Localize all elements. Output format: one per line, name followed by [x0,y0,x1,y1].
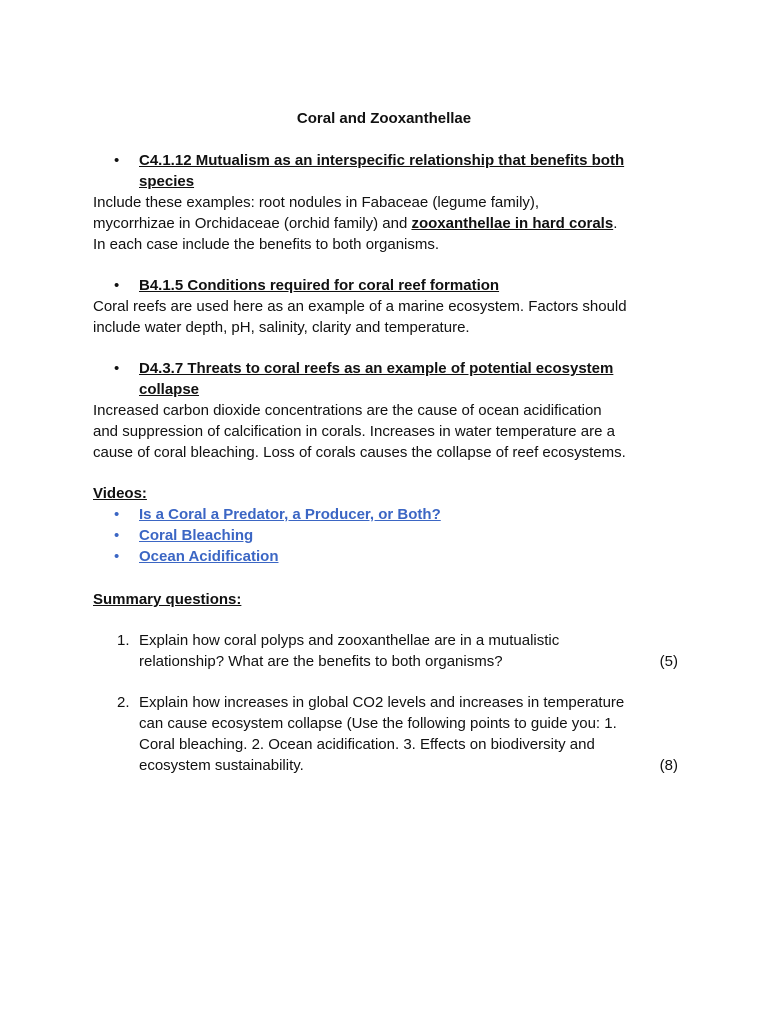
heading-line: D4.3.7 Threats to coral reefs as an example of potential ecosystem [139,360,614,377]
body-line: and suppression of calcification in corals. Increases in water temperature are a [93,423,615,440]
bullet-icon: • [114,277,120,294]
question-line: Explain how increases in global CO2 levels and increases in temperature [139,694,625,711]
video-link[interactable]: Is a Coral a Predator, a Producer, or Both? [139,506,441,523]
body-text: . [613,215,618,232]
question-line: Explain how coral polyps and zooxanthellae are in a mutualistic [139,632,560,649]
section-heading [93,150,693,192]
question-number: 1. [117,632,130,649]
question-line: Coral bleaching. 2. Ocean acidification. 3. Effects on biodiversity and [139,736,595,753]
summary-section [93,589,678,610]
videos-section [93,483,693,567]
body-line: Increased carbon dioxide concentrations are the cause of ocean acidification [93,402,602,419]
body-line: Coral reefs are used here as an example of a marine ecosystem. Factors should [93,298,627,315]
video-link[interactable]: Ocean Acidification [139,548,279,565]
summary-heading: Summary questions: [93,591,242,608]
section-conditions [93,275,693,338]
question-1 [93,630,678,672]
question-line [139,651,678,672]
video-link-item [93,546,693,567]
question-row [93,630,678,672]
videos-heading: Videos: [93,485,147,502]
body-line: In each case include the benefits to both organisms. [93,236,440,253]
heading-line: C4.1.12 Mutualism as an interspecific relationship that benefits both [139,152,625,169]
heading-line: species [139,173,195,190]
heading-line: B4.1.5 Conditions required for coral reef formation [139,277,500,294]
section-heading [93,275,693,296]
body-line: Include these examples: root nodules in Fabaceae (legume family), [93,194,540,211]
body-line: include water depth, pH, salinity, clarity and temperature. [93,319,470,336]
question-line [139,755,678,776]
body-line: cause of coral bleaching. Loss of corals causes the collapse of reef ecosystems. [93,444,626,461]
question-line: can cause ecosystem collapse (Use the following points to guide you: 1. [139,715,617,732]
question-2 [93,692,678,776]
bullet-icon: • [114,152,120,169]
question-marks: (8) [659,757,678,774]
body-line [93,213,693,234]
section-threats [93,358,693,463]
question-text: relationship? What are the benefits to both organisms? [139,653,503,670]
document-title: Coral and Zooxanthellae [296,110,472,127]
video-link[interactable]: Coral Bleaching [139,527,254,544]
heading-line: collapse [139,381,200,398]
bullet-icon: • [114,527,120,544]
bullet-icon: • [114,360,120,377]
body-text: mycorrhizae in Orchidaceae (orchid family) and [93,215,412,232]
section-mutualism [93,150,693,255]
question-marks: (5) [659,653,678,670]
question-number: 2. [117,694,130,711]
section-heading [93,358,693,400]
emphasis-text: zooxanthellae in hard corals [411,215,614,232]
bullet-icon: • [114,548,120,565]
video-link-item [93,525,693,546]
bullet-icon: • [114,506,120,523]
video-link-item [93,504,693,525]
question-row [93,692,678,776]
question-text: ecosystem sustainability. [139,757,304,774]
